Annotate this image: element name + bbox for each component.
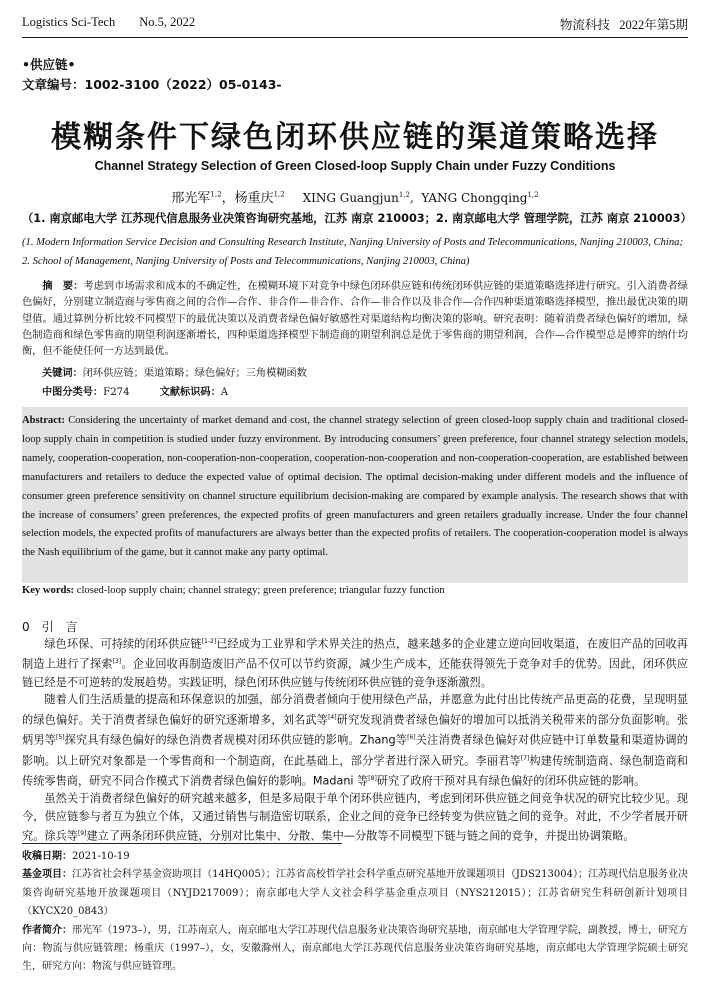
footnote-fund — [22, 866, 688, 921]
paragraph-text: 建立了两条闭环供应链，分别对比集中、分散、集中—分散等不同模型下链与链之间的竞争，并提出协调策略。 — [86, 830, 635, 844]
received-label: 收稿日期： — [22, 851, 72, 862]
abstract-zh — [22, 279, 688, 360]
doc-code-label: 文献标识码： — [159, 387, 221, 398]
paragraph-text: 研究了政府干预对具有绿色偏好的闭环供应链的影响。 — [376, 774, 646, 788]
keywords-en — [22, 585, 445, 596]
bio-label: 作者简介： — [22, 924, 73, 936]
classification-line — [42, 383, 228, 398]
fund-label: 基金项目： — [22, 869, 73, 881]
journal-name-en: Logistics Sci-Tech — [22, 15, 116, 29]
citation-ref: [1-2] — [201, 638, 217, 645]
affiliation-zh: （1. 南京邮电大学 江苏现代信息服务业决策咨询研究基地，江苏 南京 210003；2. 南京邮电大学 管理学院，江苏 南京 210003） — [22, 212, 692, 225]
keywords-zh-text: 闭环供应链；渠道策略；绿色偏好；三角模糊函数 — [82, 368, 307, 379]
article-title-zh: 模糊条件下绿色闭环供应链的渠道策略选择 — [51, 120, 659, 155]
paragraph-text: 已经成为工业界和学术界关注的热点，越来越多的企业建立逆向回收渠道，在废旧产品的回收再制造上进行了探索 — [22, 637, 688, 672]
paragraph-text: 探究具有绿色偏好的绿色消费者规模对闭环供应链的影响。Zhang等 — [64, 733, 408, 747]
header-divider — [22, 37, 688, 38]
running-head-right — [560, 15, 688, 33]
clc-value: F274 — [103, 387, 130, 398]
abstract-en-label: Abstract: — [22, 415, 65, 426]
received-date: 2021-10-19 — [72, 851, 130, 862]
abstract-en — [22, 412, 688, 563]
paragraph-text: 研究发现消费者绿色偏好的增加可以抵消关税带来的部分负面影响。张炳男等 — [22, 713, 688, 747]
paragraph-text: 绿色环保、可持续的闭环供应链 — [44, 637, 202, 651]
footnote-bio — [22, 922, 688, 977]
paragraph-text: 虽然关于消费者绿色偏好的研究越来越多，但是多局限于单个闭环供应链内，考虑到闭环供应链之间竞争状况的研究比较少见。现今，供应链参与者互为独立个体，又通过销售与制造密切联系，企业之间的竞争已经转变为供应链之间的竞争。对此，不少学者展开研究。徐兵等 — [22, 792, 688, 844]
footnote-divider — [22, 843, 342, 844]
clc-label: 中图分类号： — [42, 387, 104, 398]
citation-ref: [3] — [112, 658, 122, 666]
footnote-received — [22, 848, 688, 866]
intro-paragraph-3 — [22, 790, 688, 846]
citation-ref: [7] — [520, 754, 530, 762]
citation-ref: [9] — [77, 830, 87, 838]
intro-paragraph-2 — [22, 691, 688, 790]
section-tag: •供应链• — [22, 57, 76, 72]
author-en-2: YANG Chongqing$^{1,2}$ — [421, 191, 539, 205]
author-line — [22, 187, 688, 206]
running-head — [22, 15, 688, 37]
fund-text: 江苏省社会科学基金资助项目（14HQ005）；江苏省高校哲学社会科学重点研究基地开放课题项目（JDS213004）；江苏现代信息服务业决策咨询研究基地开放课题项目（NYJD217009）；南京邮电大学人文社会科学基金重点项目（NYS212015）；江苏省研究生科研创新计划项目（KYCX20_0843） — [22, 869, 689, 918]
abstract-en-text: Considering the uncertainty of market demand and cost, the channel strategy selection of green closed-loop supply chain and traditional closed-loop supply chain in competition is studied under fuzzy environment. By introducing consumers’ green preference, four channel strategy selection models, namely, cooperation-cooperation, non-cooperation-non-cooperation, cooperation-non-cooperation and non-cooperation-cooperation, are established between manufacturers and retailers to deduce the expected value of optimal decision. The optimal decision-making under different models and the influence of consumer green preference sensitivity on channel structure equilibrium decision-making are compared by example analysis. The research shows that with the increase of consumers’ green preferences, the expected profits of green manufacturers and green retailers gradually increase. Under the four channel selection models, the expected profits of manufacturers are always better than the expected profits of retailers. The cooperation-cooperation model is always the Nash equilibrium of the game, but it cannot make any party optimal. — [22, 415, 689, 559]
citation-ref: [5] — [56, 734, 65, 742]
keywords-zh — [42, 364, 307, 379]
intro-paragraph-1 — [22, 633, 688, 691]
footnotes — [22, 848, 688, 977]
paragraph-text: 随着人们生活质量的提高和环保意识的加强，部分消费者倾向于使用绿色产品，并愿意为此付出比传统产品更高的花费，呈现明显的绿色偏好。关于消费者绿色偏好的研究逐渐增多，刘名武等 — [22, 693, 688, 727]
citation-ref: [4] — [328, 713, 337, 721]
author-en-1: XING Guangjun$^{1,2}$, — [302, 191, 422, 205]
citation-ref: [8] — [368, 774, 377, 782]
paragraph-text: 构建传统制造商、绿色制造商和传统零售商，研究不同合作模式下消费者绿色偏好的影响。Madani 等 — [22, 754, 688, 788]
keywords-en-label: Key words: — [22, 585, 75, 596]
issue-en: No.5, 2022 — [139, 15, 196, 29]
paragraph-text: 。企业回收再制造废旧产品不仅可以节约资源，减少生产成本，还能获得领先于竞争对手的优势。因此，闭环供应链已经是不可逆转的发展趋势。实践证明，绿色闭环供应链与传统闭环供应链的竞争逐渐激烈。 — [22, 658, 688, 689]
author-zh-1: 邢光军$^{1,2}$，杨重庆$^{1,2}$ — [171, 190, 285, 206]
keywords-en-text: closed-loop supply chain; channel strategy; green preference; triangular fuzzy function — [76, 585, 445, 596]
keywords-zh-label: 关键词： — [42, 368, 83, 379]
abstract-zh-text: 考虑到市场需求和成本的不确定性，在模糊环境下对竞争中绿色闭环供应链和传统闭环供应链的渠道策略选择进行研究。引入消费者绿色偏好，分别建立制造商与零售商之间的合作—合作、非合作—非合作、合作—非合作以及非合作—合作四种渠道策略选择模型，推出最优决策的期望值。通过算例分析比较不同模型下的最优决策以及消费者绿色偏好敏感性对渠道结构均衡决策的影响。研究表明：随着消费者绿色偏好的增加，绿色制造商和绿色零售商的期望利润逐渐增长，四种渠道选择模型下制造商的期望利润总是优于零售商的期望利润，合作—合作模型总是博弈的纳什均衡，但不能使任何一方达到最优。 — [22, 281, 688, 358]
paragraph-text: 关注消费者绿色偏好对供应链中订单数量和渠道协调的影响。以上研究对象都是一个零售商和一个制造商，在此基础上，部分学者进行深入研究。李丽君等 — [22, 733, 688, 768]
citation-ref: [6] — [407, 734, 416, 742]
intro-body — [22, 633, 688, 846]
section-heading-intro: 0 引 言 — [22, 620, 78, 634]
bio-text: 邢光军（1973–），男，江苏南京人，南京邮电大学江苏现代信息服务业决策咨询研究基地，南京邮电大学管理学院，副教授，博士，研究方向：物流与供应链管理；杨重庆（1997–），女，安徽滁州人，南京邮电大学江苏现代信息服务业决策咨询研究基地，南京邮电大学管理学院硕士研究生，研究方向：物流与供应链管理。 — [22, 924, 688, 973]
affiliation-en: (1. Modern Information Service Decision and Consulting Research Institute, Nanjing University of Posts and Telecommunications, Nanjing 210003, China; 2. School of Management, Nanjing University of Posts and Telecommunications, Nanjing 210003, China) — [22, 237, 683, 267]
abstract-zh-label: 摘 要： — [42, 281, 84, 292]
article-title-en: Channel Strategy Selection of Green Closed-loop Supply Chain under Fuzzy Conditions — [94, 159, 616, 173]
journal-name-zh: 物流科技 — [559, 18, 610, 32]
issue-zh: 2022年第5期 — [619, 18, 688, 32]
doc-code-value: A — [220, 387, 229, 398]
article-number: 文章编号：1002-3100（2022）05-0143- — [22, 77, 282, 92]
running-head-left — [22, 15, 219, 30]
